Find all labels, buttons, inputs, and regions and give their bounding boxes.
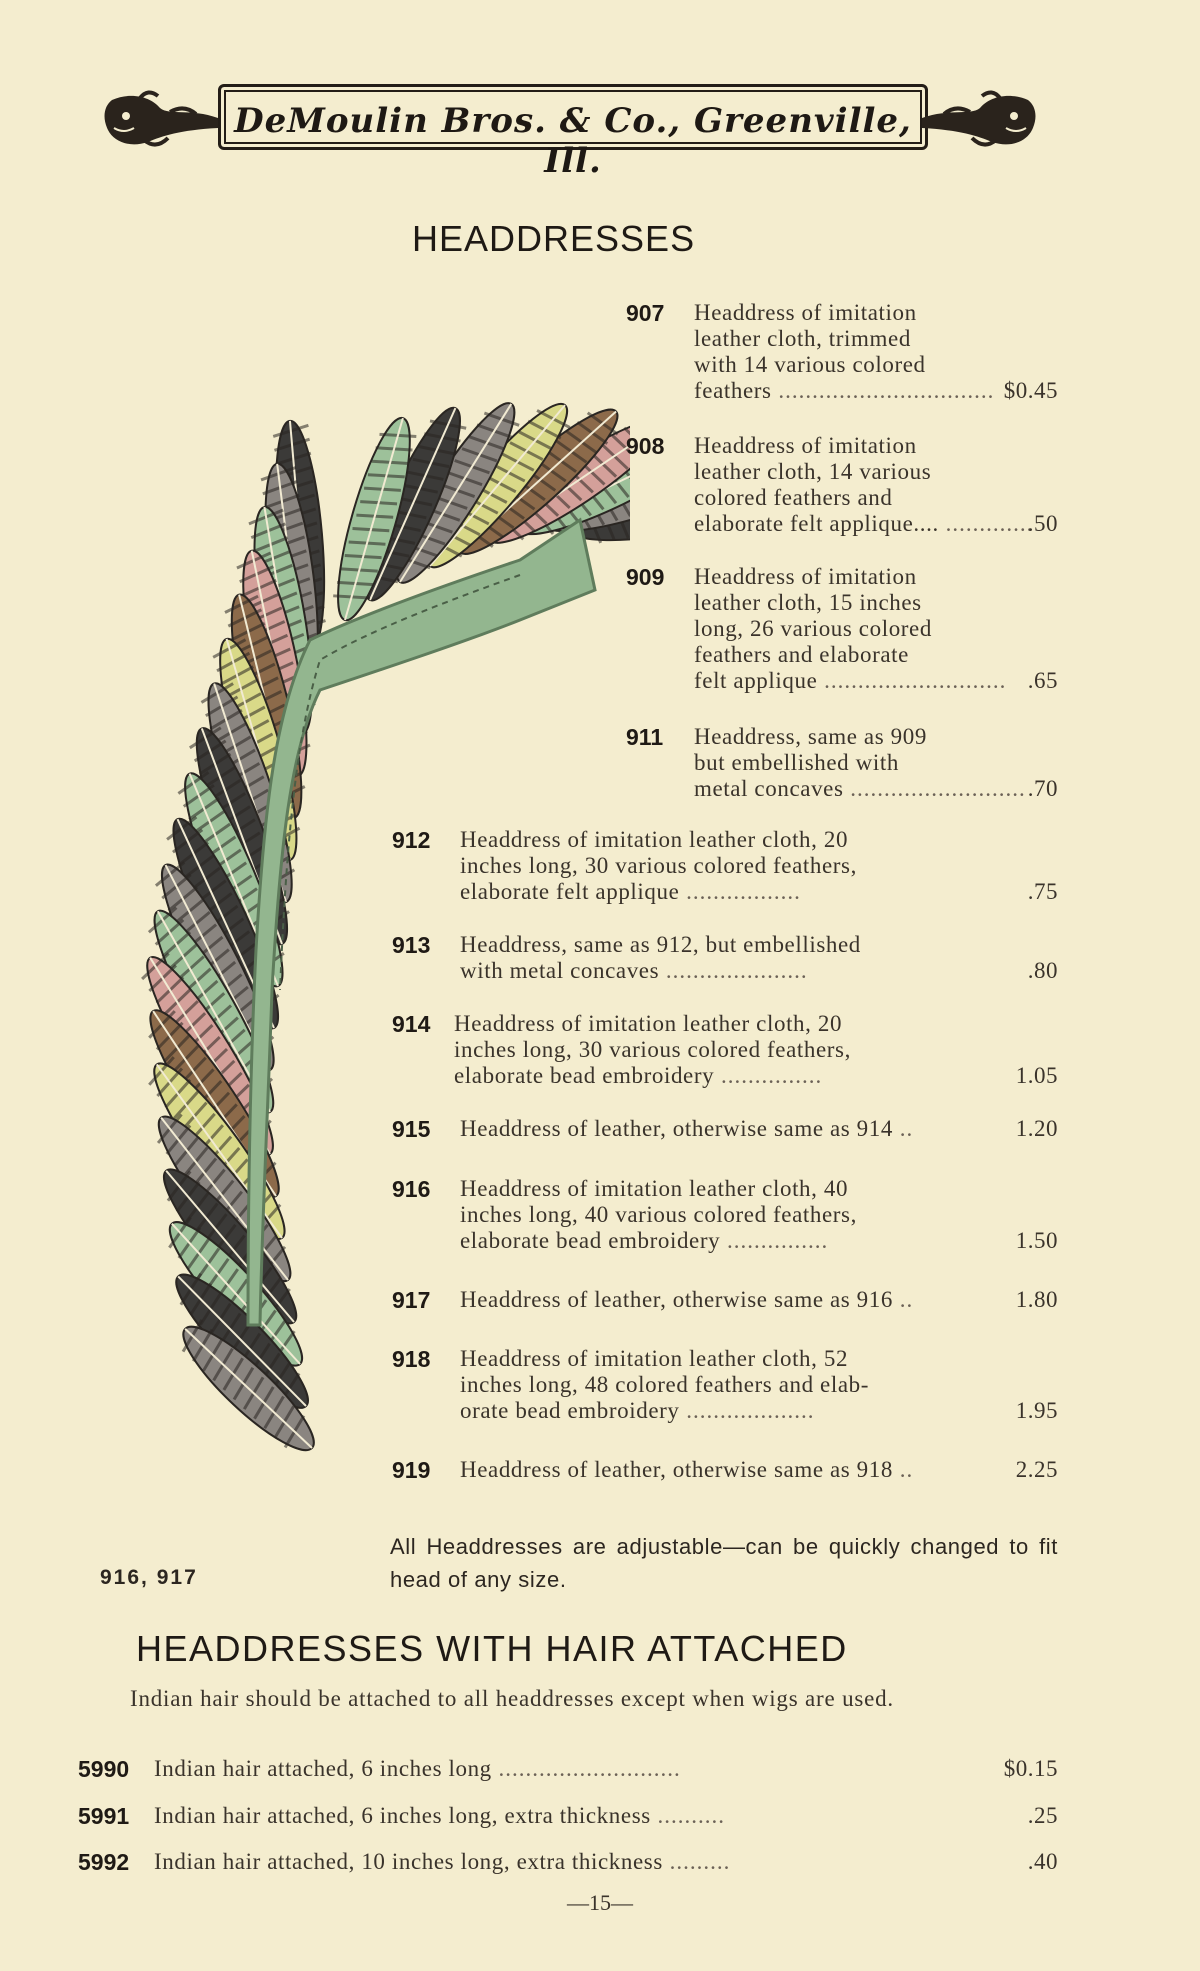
item-price: 1.95 — [1015, 1398, 1058, 1423]
catalog-item — [392, 1116, 1058, 1142]
leader-dots: ............. — [938, 511, 1034, 536]
item-number: 909 — [626, 564, 665, 590]
catalog-item — [392, 1011, 1058, 1089]
banner-text: DeMoulin Bros. & Co., Greenville, Ill. — [234, 101, 912, 181]
description-line: metal concaves .......................... — [694, 776, 1026, 801]
lion-head-ornament-right — [922, 78, 1040, 160]
catalog-item — [626, 433, 1058, 537]
description-line: Headdress of imitation leather cloth, 40 — [460, 1176, 849, 1201]
item-number: 916 — [392, 1176, 431, 1202]
banner-frame — [218, 84, 928, 181]
description-line: Headdress, same as 909 — [694, 724, 927, 749]
item-description — [454, 1011, 851, 1089]
item-description — [460, 1116, 913, 1142]
leader-dots: ................. — [679, 879, 801, 904]
adjustable-note: All Headdresses are adjustable—can be quickly changed to fit head of any size. — [390, 1534, 1058, 1592]
item-number: 912 — [392, 827, 431, 853]
description-line: leather cloth, 14 various — [694, 459, 932, 484]
description-line: orate bead embroidery ................... — [460, 1398, 815, 1423]
item-price: .25 — [1027, 1803, 1058, 1828]
description-line: Indian hair attached, 6 inches long, extra thickness — [154, 1803, 651, 1828]
item-description — [154, 1849, 730, 1875]
description-line: but embellished with — [694, 750, 899, 775]
description-line: elaborate bead embroidery ............... — [460, 1228, 829, 1253]
catalog-item — [626, 564, 1058, 694]
item-price: .75 — [1027, 879, 1058, 904]
item-price: 1.20 — [1015, 1116, 1058, 1141]
item-number: 919 — [392, 1457, 431, 1483]
leader-dots: ................... — [679, 1398, 815, 1423]
item-price: .70 — [1027, 776, 1058, 801]
item-description — [460, 1457, 913, 1483]
description-line: felt applique ........................... — [694, 668, 1007, 693]
catalog-item — [626, 724, 1058, 802]
leader-dots: .. — [892, 1116, 914, 1141]
hair-item — [78, 1803, 1058, 1831]
description-line: Headdress of leather, otherwise same as 914 .. — [460, 1116, 914, 1141]
item-number: 913 — [392, 932, 431, 958]
item-price: $0.45 — [1003, 378, 1058, 403]
leader-dots: ................................ — [771, 378, 995, 403]
leader-dots: .......... — [650, 1803, 726, 1828]
description-line: leather cloth, trimmed — [694, 326, 911, 351]
description-line: elaborate felt applique ................. — [460, 879, 801, 904]
catalog-item — [626, 300, 1058, 404]
item-number: 908 — [626, 433, 665, 459]
leader-dots: ............... — [714, 1063, 823, 1088]
description-line: feathers ................................ — [694, 378, 995, 403]
description-line: Headdress of imitation leather cloth, 20 — [460, 827, 849, 852]
section-title-hair: HEADDRESSES WITH HAIR ATTACHED — [136, 1628, 848, 1669]
hair-item — [78, 1756, 1058, 1784]
leader-dots: ........................... — [817, 668, 1007, 693]
item-price: .40 — [1027, 1849, 1058, 1874]
item-number: 5991 — [78, 1803, 130, 1829]
item-number: 907 — [626, 300, 665, 326]
item-description — [694, 433, 1033, 537]
item-description — [694, 564, 1006, 694]
catalog-item — [392, 1287, 1058, 1313]
hair-item — [78, 1849, 1058, 1877]
lion-head-ornament-left — [100, 78, 218, 160]
item-price: $0.15 — [1003, 1756, 1058, 1781]
catalog-item — [392, 1457, 1058, 1483]
item-description — [460, 1287, 913, 1313]
description-line: Headdress of leather, otherwise same as 916 .. — [460, 1287, 914, 1312]
item-number: 915 — [392, 1116, 431, 1142]
leader-dots: .......................... — [843, 776, 1026, 801]
catalog-item — [392, 1176, 1058, 1254]
item-price: .65 — [1027, 668, 1058, 693]
header-banner — [100, 78, 1040, 181]
item-description — [460, 1176, 857, 1254]
item-number: 5990 — [78, 1756, 130, 1782]
description-line: colored feathers and — [694, 485, 893, 510]
description-line: Indian hair attached, 10 inches long, extra thickness — [154, 1849, 663, 1874]
description-line: long, 26 various colored — [694, 616, 932, 641]
leader-dots: ......... — [662, 1849, 731, 1874]
description-line: Headdress of imitation leather cloth, 52 — [460, 1346, 849, 1371]
page-title: HEADDRESSES — [412, 218, 696, 259]
item-price: .50 — [1027, 511, 1058, 536]
illustration-caption: 916, 917 — [100, 1566, 198, 1589]
item-price: 1.05 — [1015, 1063, 1058, 1088]
item-price: 1.50 — [1015, 1228, 1058, 1253]
description-line: Headdress of imitation — [694, 564, 917, 589]
item-number: 5992 — [78, 1849, 130, 1875]
item-price: 2.25 — [1015, 1457, 1058, 1482]
leader-dots: .. — [892, 1457, 914, 1482]
description-line: Headdress, same as 912, but embellished — [460, 932, 861, 957]
item-description — [694, 724, 1026, 802]
description-line: Headdress of imitation — [694, 300, 917, 325]
item-price: 1.80 — [1015, 1287, 1058, 1312]
item-description — [154, 1803, 725, 1829]
item-description — [460, 932, 861, 984]
item-number: 914 — [392, 1011, 431, 1037]
item-description — [460, 827, 857, 905]
catalog-item — [392, 932, 1058, 984]
description-line: elaborate felt applique.... ............. — [694, 511, 1034, 536]
description-line: inches long, 48 colored feathers and elab- — [460, 1372, 870, 1397]
item-description — [154, 1756, 681, 1782]
description-line: inches long, 40 various colored feathers, — [460, 1202, 857, 1227]
item-price: .80 — [1027, 958, 1058, 983]
leader-dots: ........................... — [491, 1756, 681, 1781]
description-line: feathers and elaborate — [694, 642, 909, 667]
description-line: Headdress of imitation — [694, 433, 917, 458]
description-line: inches long, 30 various colored feathers, — [460, 853, 857, 878]
catalog-item — [392, 1346, 1058, 1424]
description-line: Headdress of imitation leather cloth, 20 — [454, 1011, 843, 1036]
description-line: Indian hair attached, 6 inches long — [154, 1756, 492, 1781]
section-intro-hair: Indian hair should be attached to all headdresses except when wigs are used. — [130, 1686, 894, 1711]
description-line: Headdress of leather, otherwise same as 918 .. — [460, 1457, 914, 1482]
description-line: with 14 various colored — [694, 352, 926, 377]
item-description — [694, 300, 994, 404]
leader-dots: ..................... — [659, 958, 808, 983]
description-line: with metal concaves ..................... — [460, 958, 808, 983]
description-line: inches long, 30 various colored feathers, — [454, 1037, 851, 1062]
leader-dots: .. — [892, 1287, 914, 1312]
leader-dots: ............... — [720, 1228, 829, 1253]
item-number: 917 — [392, 1287, 431, 1313]
description-line: leather cloth, 15 inches — [694, 590, 922, 615]
page-number: —15— — [567, 1890, 633, 1915]
catalog-item — [392, 827, 1058, 905]
item-number: 911 — [626, 724, 664, 750]
item-number: 918 — [392, 1346, 431, 1372]
item-description — [460, 1346, 869, 1424]
description-line: elaborate bead embroidery ............... — [454, 1063, 823, 1088]
